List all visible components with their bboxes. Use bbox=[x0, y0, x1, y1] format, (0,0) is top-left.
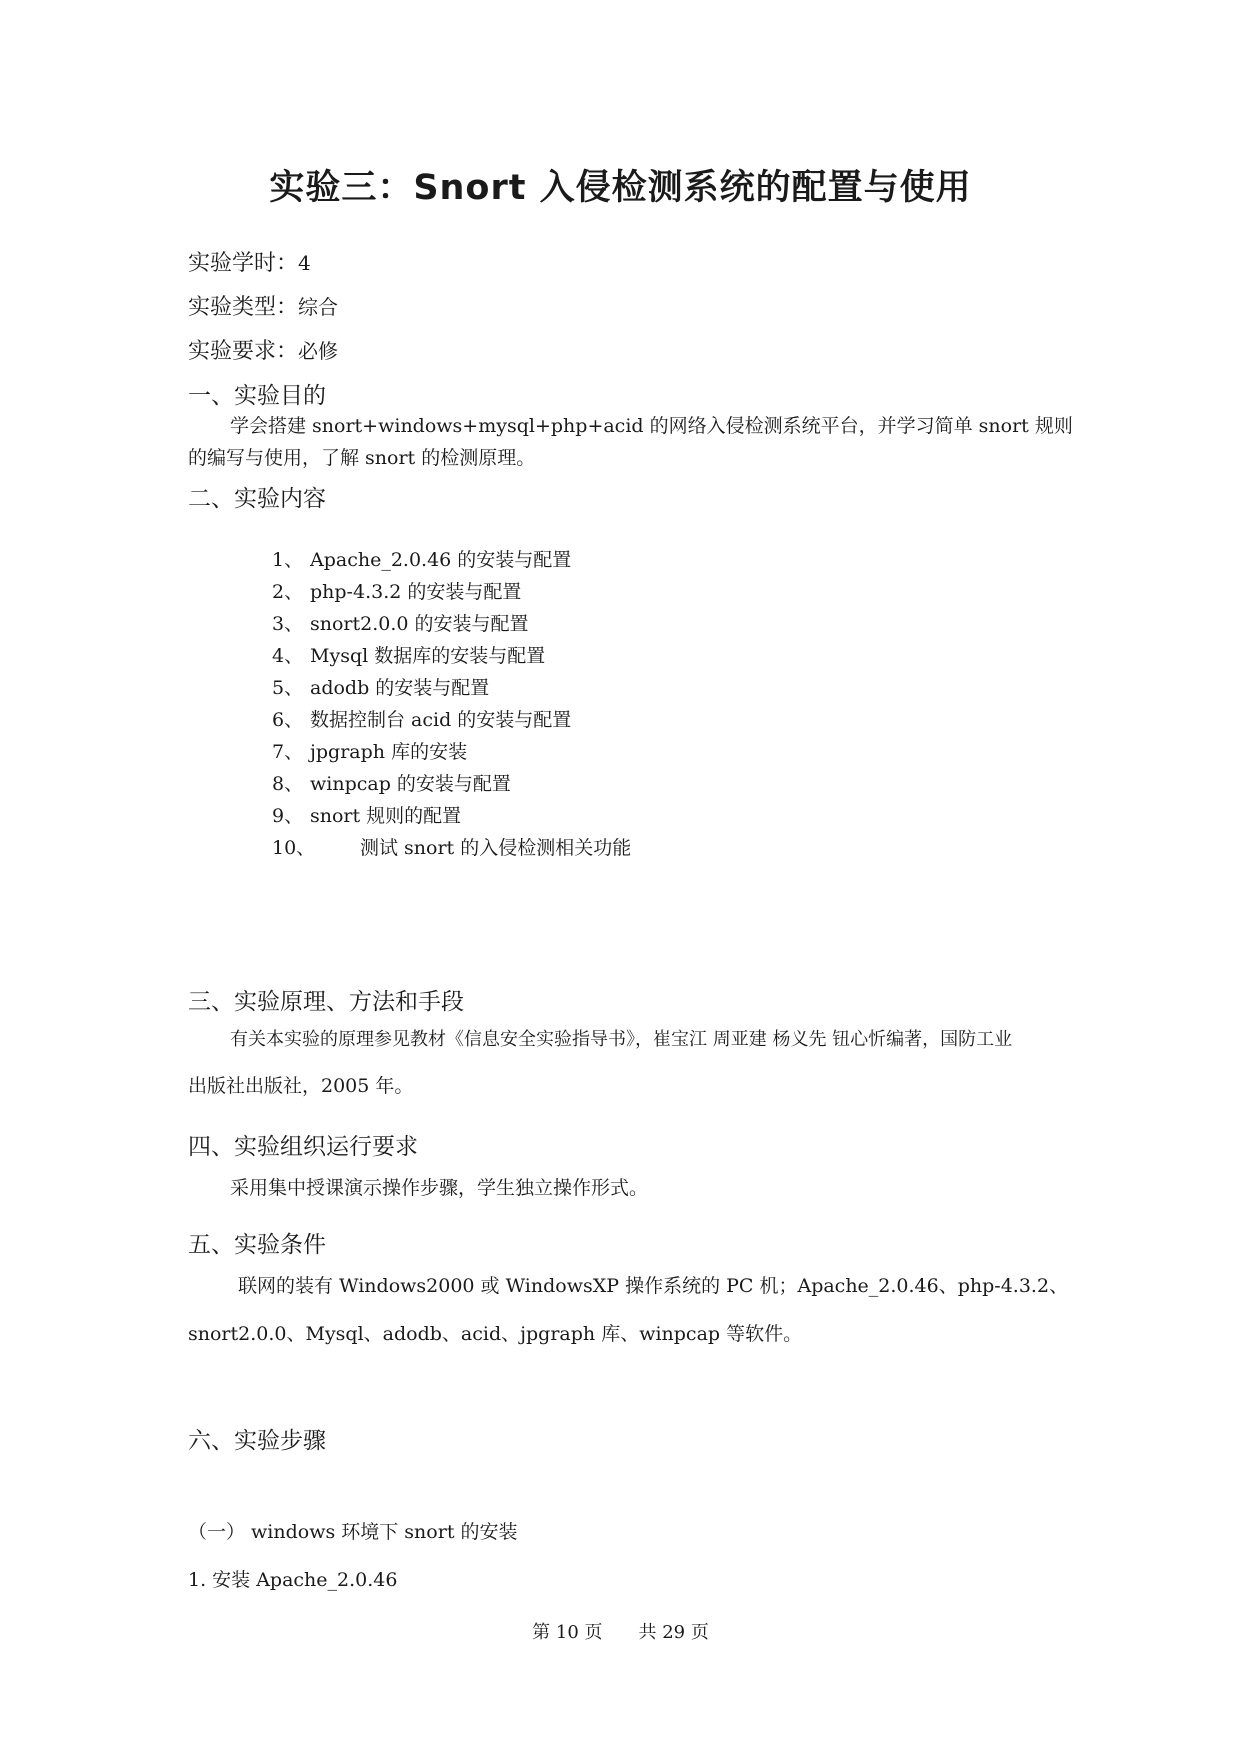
meta-requirement bbox=[188, 334, 338, 365]
section-heading-conditions: 五、实验条件 bbox=[188, 1232, 326, 1258]
organization-line-1: 采用集中授课演示操作步骤，学生独立操作形式。 bbox=[230, 1177, 649, 1199]
steps-subheading: （一） windows 环境下 snort 的安装 bbox=[188, 1521, 518, 1543]
list-item: 10、 测试 snort 的入侵检测相关功能 bbox=[272, 837, 632, 859]
meta-label: 实验类型： bbox=[188, 295, 299, 320]
meta-value: 4 bbox=[298, 251, 311, 275]
list-item: 4、 Mysql 数据库的安装与配置 bbox=[272, 645, 546, 667]
section-heading-content: 二、实验内容 bbox=[188, 486, 326, 512]
meta-label: 实验学时： bbox=[188, 251, 299, 276]
page-number: 第 10 页 bbox=[532, 1622, 603, 1643]
list-item: 2、 php-4.3.2 的安装与配置 bbox=[272, 581, 522, 603]
list-item: 7、 jpgraph 库的安装 bbox=[272, 741, 468, 763]
page-title: 实验三：Snort 入侵检测系统的配置与使用 bbox=[269, 168, 972, 208]
principle-line-1: 有关本实验的原理参见教材《信息安全实验指导书》，崔宝江 周亚建 杨义先 钮心忻编著，国防工业 bbox=[230, 1029, 1013, 1050]
meta-hours bbox=[188, 246, 311, 277]
purpose-line-2: 的编写与使用，了解 snort 的检测原理。 bbox=[188, 447, 536, 469]
list-item: 9、 snort 规则的配置 bbox=[272, 805, 462, 827]
section-heading-purpose: 一、实验目的 bbox=[188, 383, 326, 409]
meta-value: 综合 bbox=[298, 295, 339, 319]
list-item: 3、 snort2.0.0 的安装与配置 bbox=[272, 613, 529, 635]
list-item: 1、 Apache_2.0.46 的安装与配置 bbox=[272, 549, 572, 571]
section-heading-organization: 四、实验组织运行要求 bbox=[188, 1134, 418, 1160]
page-footer bbox=[0, 1618, 1241, 1644]
meta-label: 实验要求： bbox=[188, 339, 299, 364]
list-item: 6、 数据控制台 acid 的安装与配置 bbox=[272, 709, 572, 731]
meta-type bbox=[188, 290, 338, 321]
page-total: 共 29 页 bbox=[638, 1622, 709, 1643]
list-item: 5、 adodb 的安装与配置 bbox=[272, 677, 490, 699]
steps-item-1: 1. 安装 Apache_2.0.46 bbox=[188, 1569, 398, 1591]
purpose-line-1: 学会搭建 snort+windows+mysql+php+acid 的网络入侵检测系统平台，并学习简单 snort 规则 bbox=[230, 415, 1073, 437]
principle-line-2: 出版社出版社，2005 年。 bbox=[188, 1075, 414, 1097]
section-heading-steps: 六、实验步骤 bbox=[188, 1428, 326, 1454]
section-heading-principle: 三、实验原理、方法和手段 bbox=[188, 989, 464, 1015]
meta-value: 必修 bbox=[298, 339, 339, 363]
list-item: 8、 winpcap 的安装与配置 bbox=[272, 773, 511, 795]
conditions-line-2: snort2.0.0、Mysql、adodb、acid、jpgraph 库、winpcap 等软件。 bbox=[188, 1323, 803, 1345]
conditions-line-1: 联网的装有 Windows2000 或 WindowsXP 操作系统的 PC 机；Apache_2.0.46、php-4.3.2、 bbox=[238, 1275, 1069, 1297]
